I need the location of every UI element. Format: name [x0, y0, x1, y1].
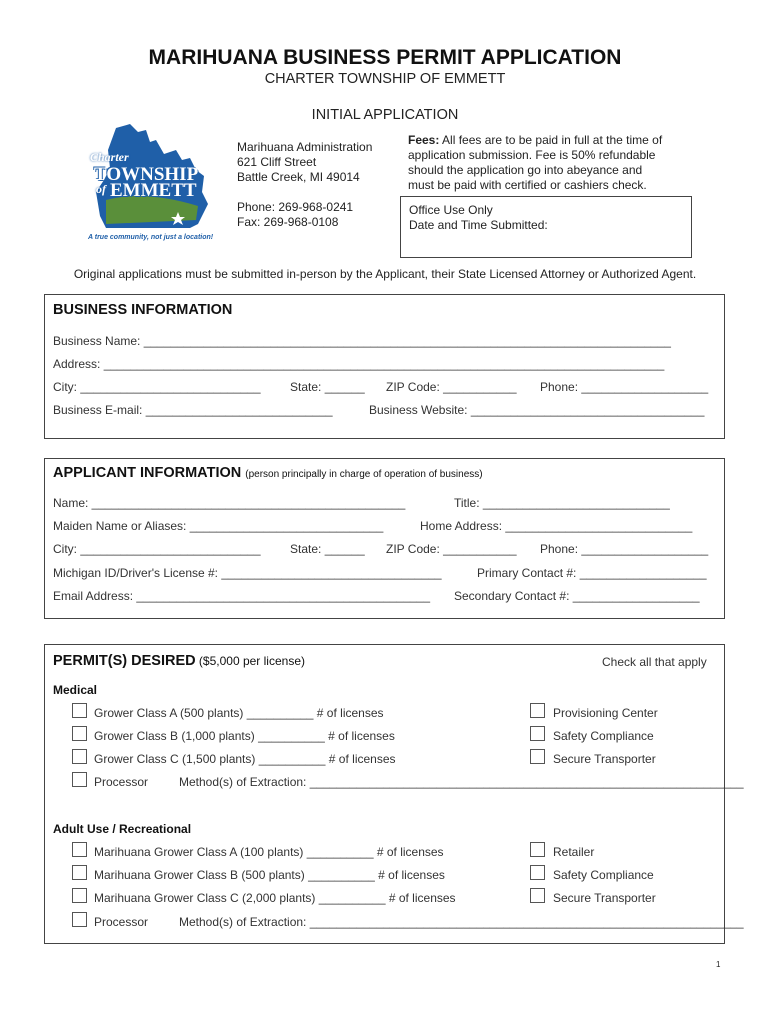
address-line-1: Marihuana Administration: [237, 140, 373, 154]
medical-grower-b-checkbox[interactable]: [72, 726, 87, 741]
medical-grower-a-checkbox[interactable]: [72, 703, 87, 718]
business-zip-field[interactable]: ZIP Code: ___________: [386, 380, 517, 394]
adult-grower-a-label: Marihuana Grower Class A (100 plants) __________ # of licenses: [94, 845, 444, 859]
applicant-info-title: APPLICANT INFORMATION (person principally in charge of operation of business): [53, 465, 483, 481]
retailer-label: Retailer: [553, 845, 595, 859]
office-use-label: Office Use Only: [409, 203, 493, 217]
check-all-note: Check all that apply: [602, 655, 707, 669]
page-number: 1: [716, 960, 721, 969]
home-address-field[interactable]: Home Address: ____________________________: [420, 519, 693, 533]
adult-grower-b-checkbox[interactable]: [72, 865, 87, 880]
adult-grower-c-label: Marihuana Grower Class C (2,000 plants) __________ # of licenses: [94, 891, 456, 905]
adult-processor-label: Processor: [94, 915, 149, 929]
logo-charter: Charter: [90, 150, 129, 164]
logo-township: TOWNSHIP: [94, 164, 199, 185]
medical-processor-checkbox[interactable]: [72, 772, 87, 787]
business-phone-field[interactable]: Phone: ___________________: [540, 380, 709, 394]
applicant-title-field[interactable]: Title: ____________________________: [454, 496, 670, 510]
applicant-city-field[interactable]: City: ___________________________: [53, 542, 261, 556]
adult-grower-a-checkbox[interactable]: [72, 842, 87, 857]
page-title: MARIHUANA BUSINESS PERMIT APPLICATION: [148, 46, 622, 69]
logo-emmett: EMMETT: [110, 180, 197, 201]
applicant-email-field[interactable]: Email Address: ____________________________________________: [53, 589, 431, 603]
application-type: INITIAL APPLICATION: [311, 107, 459, 123]
applicant-state-field[interactable]: State: ______: [290, 542, 365, 556]
address-line-3: Battle Creek, MI 49014: [237, 170, 360, 184]
medical-safety-label: Safety Compliance: [553, 729, 654, 743]
page-subtitle: CHARTER TOWNSHIP OF EMMETT: [264, 71, 506, 87]
adult-grower-b-label: Marihuana Grower Class B (500 plants) __________ # of licenses: [94, 868, 445, 882]
maiden-name-field[interactable]: Maiden Name or Aliases: _____________________________: [53, 519, 384, 533]
adult-extraction-field[interactable]: Method(s) of Extraction: _________________________________________________________________: [179, 915, 744, 929]
medical-grower-c-label: Grower Class C (1,500 plants) __________ # of licenses: [94, 752, 396, 766]
applicant-note: (person principally in charge of operation of business): [245, 469, 483, 480]
address-line-2: 621 Cliff Street: [237, 155, 317, 169]
business-email-field[interactable]: Business E-mail: ____________________________: [53, 403, 333, 417]
business-state-field[interactable]: State: ______: [290, 380, 365, 394]
adult-transporter-label: Secure Transporter: [553, 891, 656, 905]
medical-safety-checkbox[interactable]: [530, 726, 545, 741]
medical-transporter-label: Secure Transporter: [553, 752, 656, 766]
business-address-field[interactable]: Address: ____________________________________________________________________________________: [53, 357, 665, 371]
permits-title: PERMIT(S) DESIRED ($5,000 per license): [53, 653, 305, 669]
office-use-box: [400, 196, 692, 258]
business-city-field[interactable]: City: ___________________________: [53, 380, 261, 394]
permit-price: ($5,000 per license): [195, 654, 305, 668]
medical-extraction-field[interactable]: Method(s) of Extraction: _________________________________________________________________: [179, 775, 744, 789]
adult-processor-checkbox[interactable]: [72, 912, 87, 927]
business-website-field[interactable]: Business Website: ___________________________________: [369, 403, 705, 417]
submission-notice: Original applications must be submitted in-person by the Applicant, their State Licensed Attorney or Authorized Agent.: [73, 267, 697, 281]
adult-safety-label: Safety Compliance: [553, 868, 654, 882]
date-submitted-label: Date and Time Submitted:: [409, 218, 548, 232]
medical-grower-c-checkbox[interactable]: [72, 749, 87, 764]
medical-processor-label: Processor: [94, 775, 149, 789]
license-number-field[interactable]: Michigan ID/Driver's License #: _________________________________: [53, 566, 442, 580]
applicant-zip-field[interactable]: ZIP Code: ___________: [386, 542, 517, 556]
fees-label: Fees:: [408, 133, 440, 147]
applicant-name-field[interactable]: Name: _______________________________________________: [53, 496, 406, 510]
primary-contact-field[interactable]: Primary Contact #: ___________________: [477, 566, 707, 580]
adult-use-label: Adult Use / Recreational: [53, 822, 192, 836]
fees-notice: Fees: All fees are to be paid in full at the time of application submission. Fee is 50% refundable should the application go into abeyance and must be paid with certified or cashiers check.: [408, 133, 663, 192]
business-name-field[interactable]: Business Name: _______________________________________________________________________________: [53, 334, 671, 348]
admin-address: [237, 140, 372, 230]
logo-of: of: [96, 182, 106, 196]
medical-grower-b-label: Grower Class B (1,000 plants) __________ # of licenses: [94, 729, 395, 743]
medical-label: Medical: [53, 683, 98, 697]
retailer-checkbox[interactable]: [530, 842, 545, 857]
secondary-contact-field[interactable]: Secondary Contact #: ___________________: [454, 589, 700, 603]
medical-grower-a-label: Grower Class A (500 plants) __________ # of licenses: [94, 706, 384, 720]
logo-tagline: A true community, not just a location!: [88, 234, 214, 241]
adult-safety-checkbox[interactable]: [530, 865, 545, 880]
adult-transporter-checkbox[interactable]: [530, 888, 545, 903]
admin-fax: Fax: 269-968-0108: [237, 215, 339, 229]
applicant-phone-field[interactable]: Phone: ___________________: [540, 542, 709, 556]
township-logo: [86, 120, 218, 248]
business-info-title: BUSINESS INFORMATION: [53, 302, 233, 318]
admin-phone: Phone: 269-968-0241: [237, 200, 354, 214]
medical-transporter-checkbox[interactable]: [530, 749, 545, 764]
provisioning-center-checkbox[interactable]: [530, 703, 545, 718]
provisioning-center-label: Provisioning Center: [553, 706, 658, 720]
adult-grower-c-checkbox[interactable]: [72, 888, 87, 903]
